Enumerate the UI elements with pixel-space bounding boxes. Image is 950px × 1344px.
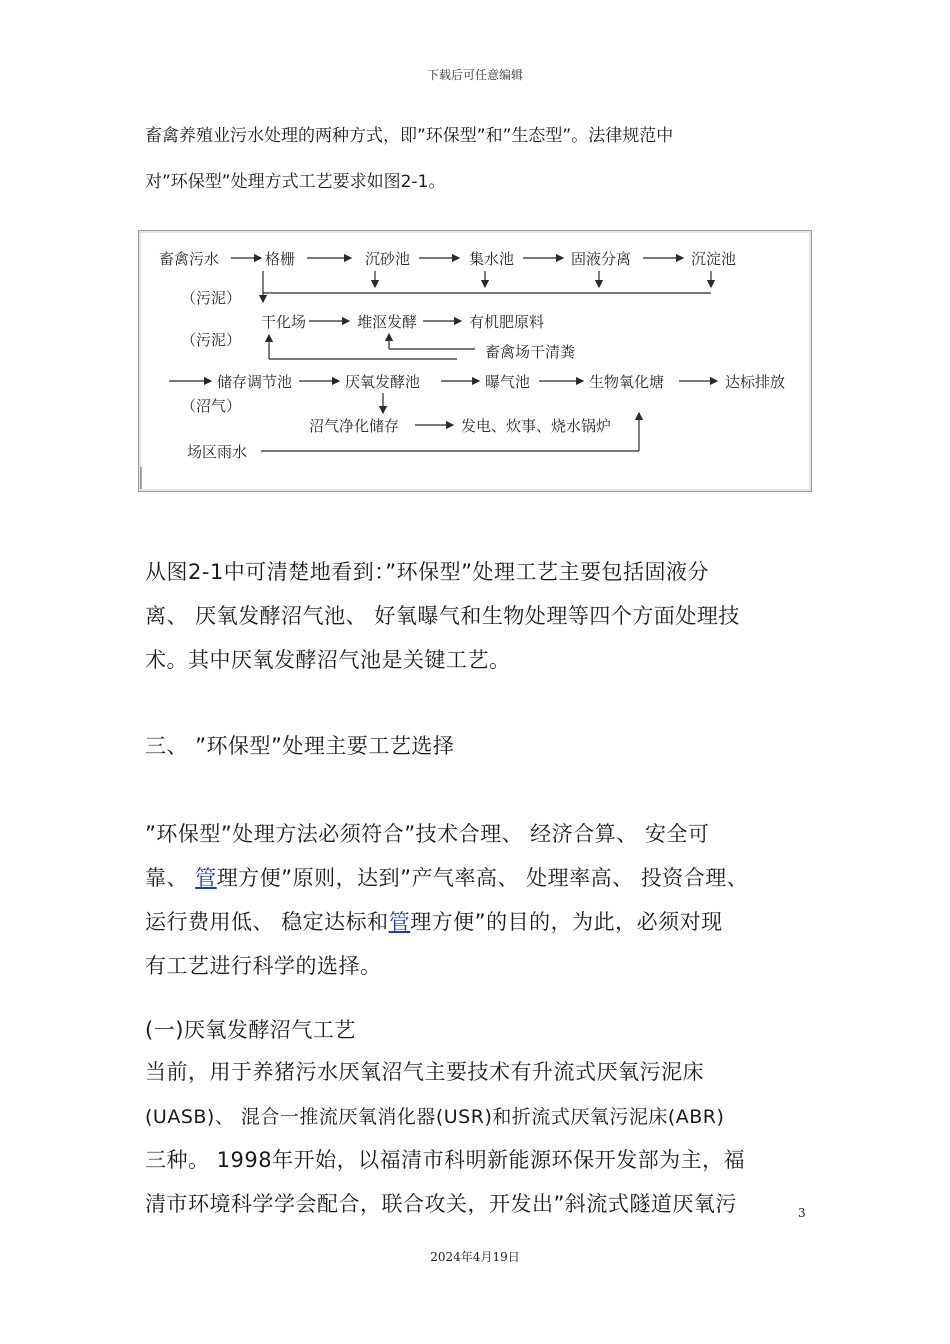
node-aeration-tank: 曝气池 xyxy=(485,373,531,391)
page-footer-date: 2024年4月19日 xyxy=(430,1250,520,1264)
node-sedimentation-tank: 沉淀池 xyxy=(691,250,737,268)
process-flow-figure xyxy=(138,230,812,492)
node-composting: 堆沤发酵 xyxy=(357,313,418,331)
node-storage-regulating-tank: 储存调节池 xyxy=(217,373,293,391)
page-header: 下载后可任意编辑 xyxy=(426,68,523,82)
node-biogas-purification: 沼气净化储存 xyxy=(309,417,400,435)
management-link-2[interactable]: 管 xyxy=(388,910,411,934)
page-number: 3 xyxy=(798,1206,806,1220)
node-power-cooking-boiler: 发电、炊事、烧水锅炉 xyxy=(461,417,612,435)
para2-line-4: 有工艺进行科学的选择。 xyxy=(145,954,382,978)
label-rainwater: 场区雨水 xyxy=(187,443,248,461)
node-grit-tank: 沉砂池 xyxy=(365,250,411,268)
para1-line-1: 从图2-1中可清楚地看到：”环保型”处理工艺主要包括固液分 xyxy=(145,560,710,584)
node-discharge: 达标排放 xyxy=(725,373,786,391)
para1-line-2: 离、 厌氧发酵沼气池、 好氧曝气和生物处理等四个方面处理技 xyxy=(145,604,740,628)
para3-line-2: (UASB)、 混合一推流厌氧消化器(USR)和折流式厌氧污泥床(ABR) xyxy=(145,1106,725,1128)
para3-line-3: 三种。 1998年开始，以福清市科明新能源环保开发部为主，福 xyxy=(145,1148,746,1172)
para2-line-3 xyxy=(145,906,723,936)
node-livestock-sewage: 畜禽污水 xyxy=(159,250,220,268)
node-drying-field: 干化场 xyxy=(261,313,307,331)
label-dry-manure-cleaning: 畜禽场干清粪 xyxy=(485,343,576,361)
label-sludge-2: （污泥） xyxy=(181,331,242,349)
label-biogas: （沼气） xyxy=(181,397,242,415)
label-sludge-1: （污泥） xyxy=(181,289,242,307)
section-3-heading: 三、 ”环保型”处理主要工艺选择 xyxy=(145,734,455,758)
para2-line-1: ”环保型”处理方法必须符合”技术合理、 经济合算、 安全可 xyxy=(145,822,710,846)
subsection-1-heading: (一)厌氧发酵沼气工艺 xyxy=(145,1018,356,1042)
process-flow-diagram xyxy=(139,231,811,491)
para3-line-4: 清市环境科学学会配合，联合攻关，开发出”斜流式隧道厌氧污 xyxy=(145,1192,737,1216)
para1-line-3: 术。其中厌氧发酵沼气池是关键工艺。 xyxy=(145,648,511,672)
node-solid-liquid-separation: 固液分离 xyxy=(571,250,632,268)
para2-line-3-start: 运行费用低、 稳定达标和 xyxy=(145,910,389,934)
para2-line-2 xyxy=(145,862,748,892)
node-bio-oxidation-pond: 生物氧化塘 xyxy=(589,373,665,391)
node-collection-tank: 集水池 xyxy=(469,250,515,268)
node-grille: 格栅 xyxy=(265,250,296,268)
intro-line-2: 对”环保型”处理方式工艺要求如图2-1。 xyxy=(145,172,446,192)
node-anaerobic-tank: 厌氧发酵池 xyxy=(345,373,421,391)
intro-line-1: 畜禽养殖业污水处理的两种方式，即”环保型”和”生态型”。法律规范中 xyxy=(145,126,674,146)
node-organic-fertilizer: 有机肥原料 xyxy=(469,313,545,331)
para2-line-2-end: 理方便”原则，达到”产气率高、 处理率高、 投资合理、 xyxy=(216,866,749,890)
para2-line-3-end: 理方便”的目的，为此，必须对现 xyxy=(410,910,723,934)
management-link-1[interactable]: 管 xyxy=(195,866,217,890)
para3-line-1: 当前，用于养猪污水厌氧沼气主要技术有升流式厌氧污泥床 xyxy=(145,1060,704,1084)
para2-line-2-start: 靠、 xyxy=(145,866,196,890)
